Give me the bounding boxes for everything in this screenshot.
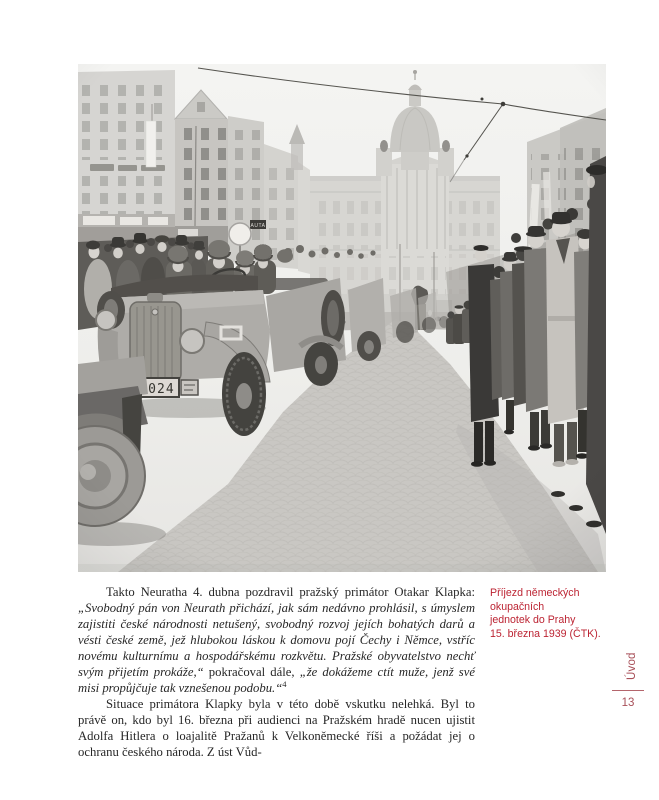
paragraph xyxy=(78,696,475,760)
photo-image xyxy=(78,64,606,572)
paragraph xyxy=(78,584,475,696)
text-segment-roman: Takto Neuratha 4. dubna pozdravil pražský primátor Otakar Klapka: xyxy=(106,585,475,599)
caption-line: jednotek do Prahy xyxy=(490,614,576,627)
photo-vignette xyxy=(78,64,606,572)
folio-rule xyxy=(612,690,644,691)
caption-line: Příjezd německých okupačních xyxy=(490,587,580,613)
section-title-vertical: Úvod xyxy=(626,652,638,680)
text-segment-roman: Situace primátora Klapky byla v této době vskutku nelehká. Byl to právě on, kdo byl 16. března při audienci na Pražském hradě nucen ujistit Adolfa Hitlera o loajalitě Pražanů k Velkoněmecké říši a požádat jej o ochranu českého národa. Z úst Vůd- xyxy=(78,697,475,759)
page-number: 13 xyxy=(621,697,635,709)
photo-caption xyxy=(490,587,618,641)
occupation-photo xyxy=(78,64,606,572)
text-segment-italic: „Svobodný pán von Neurath přichází, jak sám nedávno prohlásil, s úmyslem zajistiti české národnosti netušený, svobodný rozvoj jejích bohatých darů a vésti české země, jež hlubokou láskou k domovu pojí Čechy i Němce, vstříc novému kulturnímu a hospodářskému rozkvětu. Pražské obyvatelstvo nechť svým přijetím prokáže,“ xyxy=(78,601,475,679)
text-segment-italic: „že dokážeme ctít muže, jenž své misi propůjčuje tak vznešenou podobu.“ xyxy=(78,665,475,695)
caption-line: 15. března 1939 (ČTK). xyxy=(490,627,601,640)
text-segment-roman: pokračoval dále, xyxy=(203,665,300,679)
text-segment-sup: 4 xyxy=(282,678,287,689)
body-text xyxy=(78,584,475,760)
